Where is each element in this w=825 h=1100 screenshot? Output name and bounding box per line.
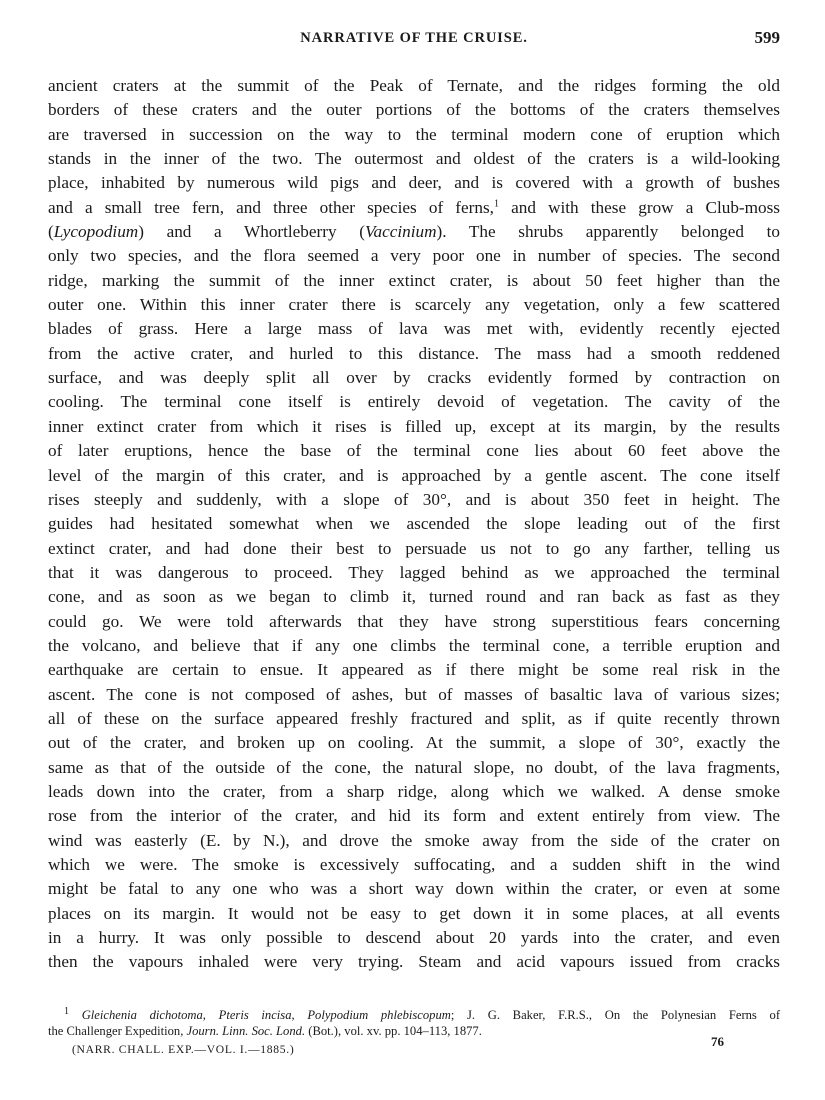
- text-line: from the active crater, and hurled to this distance. The mass had a smooth reddened: [48, 343, 780, 363]
- text-line: only two species, and the flora seemed a very poor one in number of species. The second: [48, 246, 780, 266]
- text-line: ridge, marking the summit of the inner extinct crater, is about 50 feet higher than the: [48, 270, 780, 290]
- text-line: earthquake are certain to ensue. It appeared as if there might be some real risk in the: [48, 660, 780, 680]
- text-line: rose from the interior of the crater, and hid its form and extent entirely from view. The: [48, 806, 780, 826]
- text-line: that it was dangerous to proceed. They lagged behind as we approached the terminal: [48, 562, 780, 582]
- text-line: in a hurry. It was only possible to descend about 20 yards into the crater, and even: [48, 928, 780, 948]
- footnote-reference: 1: [493, 197, 499, 209]
- text-line: borders of these craters and the outer portions of the bottoms of the craters themselves: [48, 100, 780, 120]
- page-footer: [48, 1034, 780, 1060]
- text-line: cooling. The terminal cone itself is entirely devoid of vegetation. The cavity of the: [48, 392, 780, 412]
- text-line: surface, and was deeply split all over by cracks evidently formed by contraction on: [48, 368, 780, 388]
- text-line: leads down into the crater, from a sharp ridge, along which we walked. A dense smoke: [48, 781, 780, 801]
- text-line: could go. We were told afterwards that they have strong superstitious fears concerning: [48, 611, 780, 631]
- running-title: NARRATIVE OF THE CRUISE.: [300, 30, 528, 46]
- text-line: outer one. Within this inner crater there is scarcely any vegetation, only a few scattered: [48, 295, 780, 315]
- text-line: same as that of the outside of the cone, the natural slope, no doubt, of the lava fragments,: [48, 757, 780, 777]
- footnote-line: the Challenger Expedition, Journ. Linn. Soc. Lond. (Bot.), vol. xv. pp. 104–113, 1877.: [48, 1023, 482, 1038]
- text-line: might be fatal to any one who was a short way down within the crater, or even at some: [48, 879, 780, 899]
- text-line: (Lycopodium) and a Whortleberry (Vaccinium). The shrubs apparently belonged to: [48, 222, 780, 242]
- footnote-line: [48, 1005, 781, 1024]
- text-line: ancient craters at the summit of the Peak of Ternate, and the ridges forming the old: [48, 76, 780, 95]
- imprint-line: (NARR. CHALL. EXP.—VOL. I.—1885.): [72, 1043, 295, 1056]
- text-line: blades of grass. Here a large mass of lava was met with, evidently recently ejected: [48, 319, 780, 339]
- page-number: 599: [754, 28, 780, 47]
- text-line: places on its margin. It would not be easy to get down it in some places, at all events: [48, 903, 780, 923]
- text-line: which we were. The smoke is excessively suffocating, and a sudden shift in the wind: [48, 855, 780, 874]
- footnote-marker: 1: [64, 1005, 69, 1017]
- body-text: [48, 74, 780, 975]
- text-line: then the vapours inhaled were very trying. Steam and acid vapours issued from cracks: [48, 952, 780, 972]
- text-line: cone, and as soon as we began to climb it, turned round and ran back as fast as they: [48, 587, 780, 607]
- text-line: [48, 196, 780, 220]
- text-line: all of these on the surface appeared freshly fractured and split, as if quite recently thrown: [48, 708, 780, 728]
- text-line: level of the margin of this crater, and is approached by a gentle ascent. The cone itself: [48, 465, 780, 485]
- text-line: of later eruptions, hence the base of the terminal cone lies about 60 feet above the: [48, 441, 780, 461]
- page-header: [48, 30, 780, 54]
- text-line-part: and a small tree fern, and three other species of ferns,: [48, 197, 494, 217]
- text-line: inner extinct crater from which it rises is filled up, except at its margin, by the results: [48, 416, 780, 436]
- text-line: wind was easterly (E. by N.), and drove the smoke away from the side of the crater on: [48, 830, 780, 850]
- text-line-part: and with these grow a Club-moss: [498, 197, 780, 217]
- text-line: out of the crater, and broken up on cooling. At the summit, a slope of 30°, exactly the: [48, 733, 780, 753]
- footnote-text: Gleichenia dichotoma, Pteris incisa, Polypodium phlebiscopum; J. G. Baker, F.R.S., On the Polynesian Ferns of: [81, 1008, 781, 1022]
- signature-mark: 76: [711, 1034, 724, 1049]
- text-line: stands in the inner of the two. The outermost and oldest of the craters is a wild-looking: [48, 149, 780, 169]
- text-line: ascent. The cone is not composed of ashes, but of masses of basaltic lava of various sizes;: [48, 684, 780, 704]
- text-line: guides had hesitated somewhat when we ascended the slope leading out of the first: [48, 514, 780, 534]
- text-line: place, inhabited by numerous wild pigs and deer, and is covered with a growth of bushes: [48, 173, 780, 193]
- footnotes: [48, 1005, 781, 1060]
- text-line: rises steeply and suddenly, with a slope of 30°, and is about 350 feet in height. The: [48, 489, 780, 509]
- text-line: extinct crater, and had done their best to persuade us not to go any farther, telling us: [48, 538, 780, 558]
- text-line: are traversed in succession on the way to the terminal modern cone of eruption which: [48, 124, 780, 144]
- text-line: the volcano, and believe that if any one climbs the terminal cone, a terrible eruption and: [48, 635, 780, 655]
